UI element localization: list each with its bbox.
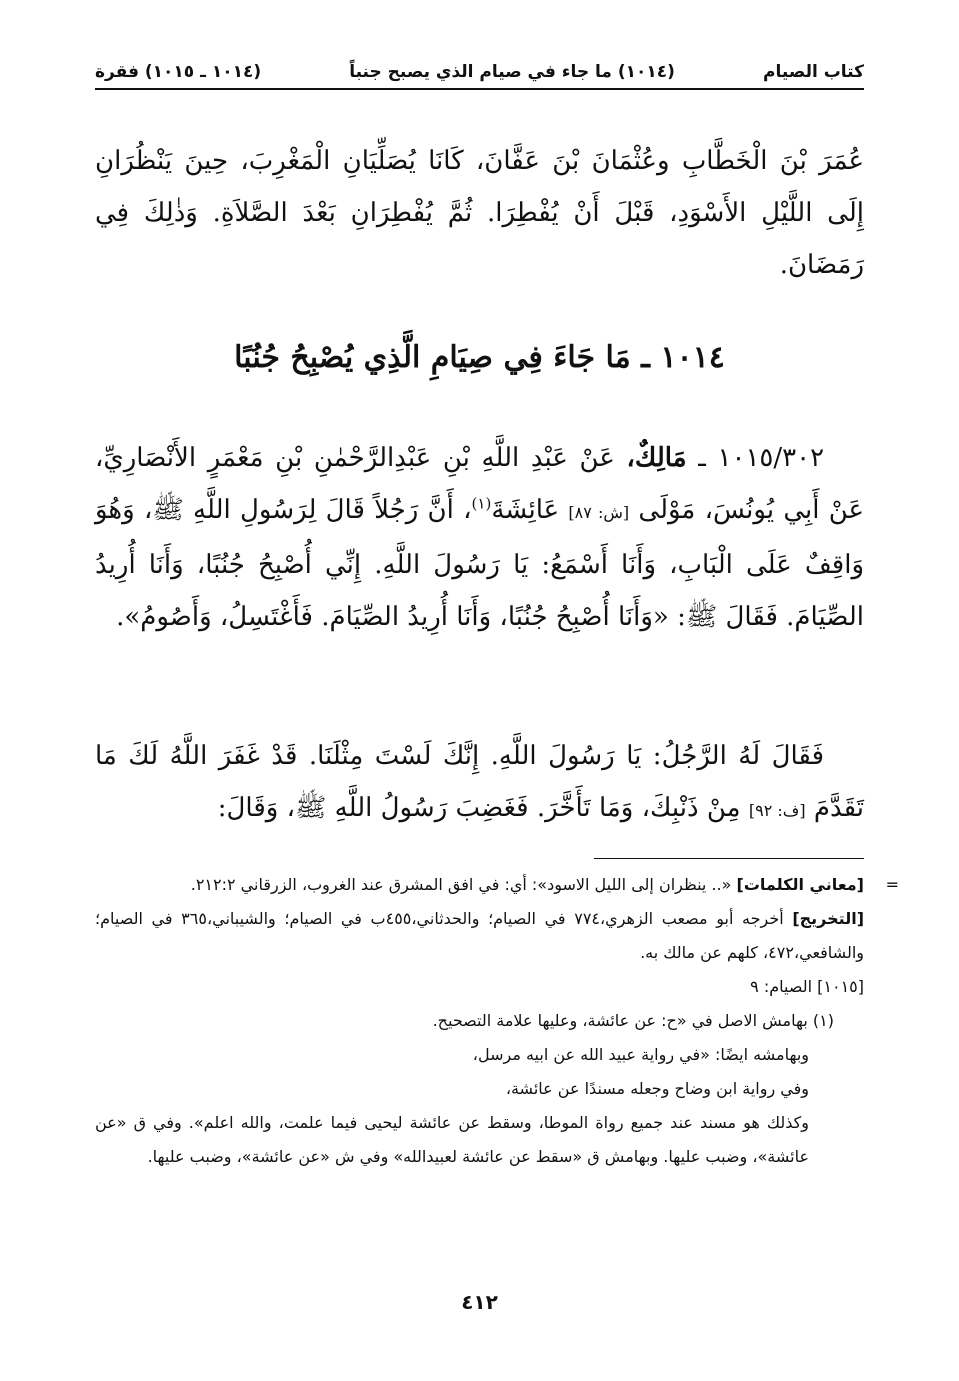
header-chapter-title: (١٠١٤) ما جاء في صيام الذي يصبح جنباً: [349, 62, 675, 82]
continuation-text-b: مِنْ ذَنْبِكَ، وَمَا تَأَخَّرَ. فَغَضِبَ رَسُولُ اللَّهِ ﷺ، وَقَالَ:: [217, 793, 741, 823]
opening-paragraph: عُمَرَ بْنَ الْخَطَّابِ وعُثْمَانَ بْنَ عَفَّانَ، كَانَا يُصَلِّيَانِ الْمَغْرِبَ، حِينَ يَنْظُرَانِ إِلَى اللَّيْلِ الأَسْوَدِ، قَبْلَ أَنْ يُفْطِرَا. ثُمَّ يُفْطِرَانِ بَعْدَ الصَّلاَةِ. وَذٰلِكَ فِي رَمَضَانَ.: [95, 146, 864, 280]
footnotes: [95, 868, 899, 1174]
running-header: [95, 50, 864, 90]
footnote-1-line-3: وفي رواية ابن وضاح وجعله مسندًا عن عائشة،: [505, 1079, 809, 1098]
takhrij-text: أخرجه أبو مصعب الزهري،٧٧٤ في الصيام؛ والحدثاني،٤٥٥ب في الصيام؛ والشيباني،٣٦٥ في الصيام؛ والشافعي،٤٧٢، كلهم عن مالك به.: [95, 909, 864, 962]
hadith-paragraph: [95, 432, 864, 643]
chapter-heading: ١٠١٤ ـ مَا جَاءَ فِي صِيَامِ الَّذِي يُصْبِحُ جُنُبًا: [234, 340, 725, 375]
footnote-1-line-4: وكذلك هو مسند عند جميع رواة الموطا، وسقط عن عائشة ليحيى فيما علمت، والله اعلم». وفي ق «عن عائشة»، وضبب عليها. وبهامش ق «سقط عن عائشة لعبيدالله» وفي ش «عن عائشة»، وضبب عليها.: [95, 1113, 809, 1166]
page-number: ٤١٢: [461, 1290, 498, 1314]
edition-reference: [ف: ٩٢]: [748, 801, 806, 820]
footnote-marker[interactable]: (١): [471, 494, 492, 513]
continuation-mark: =: [885, 875, 899, 894]
footnote-separator: [594, 858, 864, 859]
takhrij-note: [95, 902, 864, 970]
continuation-text-a: فَقَالَ لَهُ الرَّجُلُ: يَا رَسُولَ اللَّهِ. إِنَّكَ لَسْتَ مِثْلَنَا. قَدْ غَفَرَ اللَّهُ لَكَ مَا تَقَدَّمَ: [95, 741, 864, 823]
word-meanings-note: [95, 868, 899, 902]
manuscript-reference: [ش: ٨٧]: [568, 503, 630, 522]
continuation-paragraph: [95, 730, 864, 837]
hadith-number: ١٠١٥/٣٠٢ ـ: [698, 443, 825, 473]
word-meanings-text: «.. ينظران إلى الليل الاسود»: أي: في افق المشرق عند الغروب، الزرقاني ٢١٢:٢.: [190, 875, 732, 894]
footnote-1-line-2: وبهامشه ايضًا: «في رواية عبيد الله عن ابيه مرسل،: [472, 1045, 809, 1064]
word-meanings-label: [معاني الكلمات]: [736, 875, 864, 894]
footnote-1-line-1: (١) بهامش الاصل في «ح: عن عائشة، وعليها علامة التصحيح.: [432, 1011, 834, 1030]
takhrij-label: [التخريج]: [792, 909, 864, 928]
hadith-matn: ، أَنَّ رَجُلاً قَالَ لِرَسُولِ اللَّهِ ﷺ، وَهُوَ وَاقِفٌ عَلَى الْبَابِ، وَأَنَا أَسْمَعُ: يَا رَسُولَ اللَّهِ. إِنِّي أُصْبِحُ جُنُبًا، وَأَنَا أُرِيدُ الصِّيَامَ. فَقَالَ ﷺ: «وَأَنَا أُصْبِحُ جُنُبًا، وَأَنَا أُرِيدُ الصِّيَامَ. فَأَغْتَسِلُ، وَأَصُومُ».: [95, 495, 864, 632]
siyam-reference: [١٠١٥] الصيام: ٩: [750, 977, 864, 996]
hadith-aisha: عَائِشَةَ: [491, 495, 560, 525]
header-paragraph-range: (١٠١٤ ـ ١٠١٥) فقرة: [95, 62, 262, 82]
header-book-title: كتاب الصيام: [763, 62, 864, 82]
hadith-isnad: عَنْ عَبْدِ اللَّهِ بْنِ عَبْدِالرَّحْمٰنِ بْنِ مَعْمَرٍ الأَنْصَارِيِّ، عَنْ أَبِي يُونُسَ، مَوْلَى: [95, 443, 865, 525]
hadith-narrator: مَالِكٌ،: [626, 443, 687, 473]
